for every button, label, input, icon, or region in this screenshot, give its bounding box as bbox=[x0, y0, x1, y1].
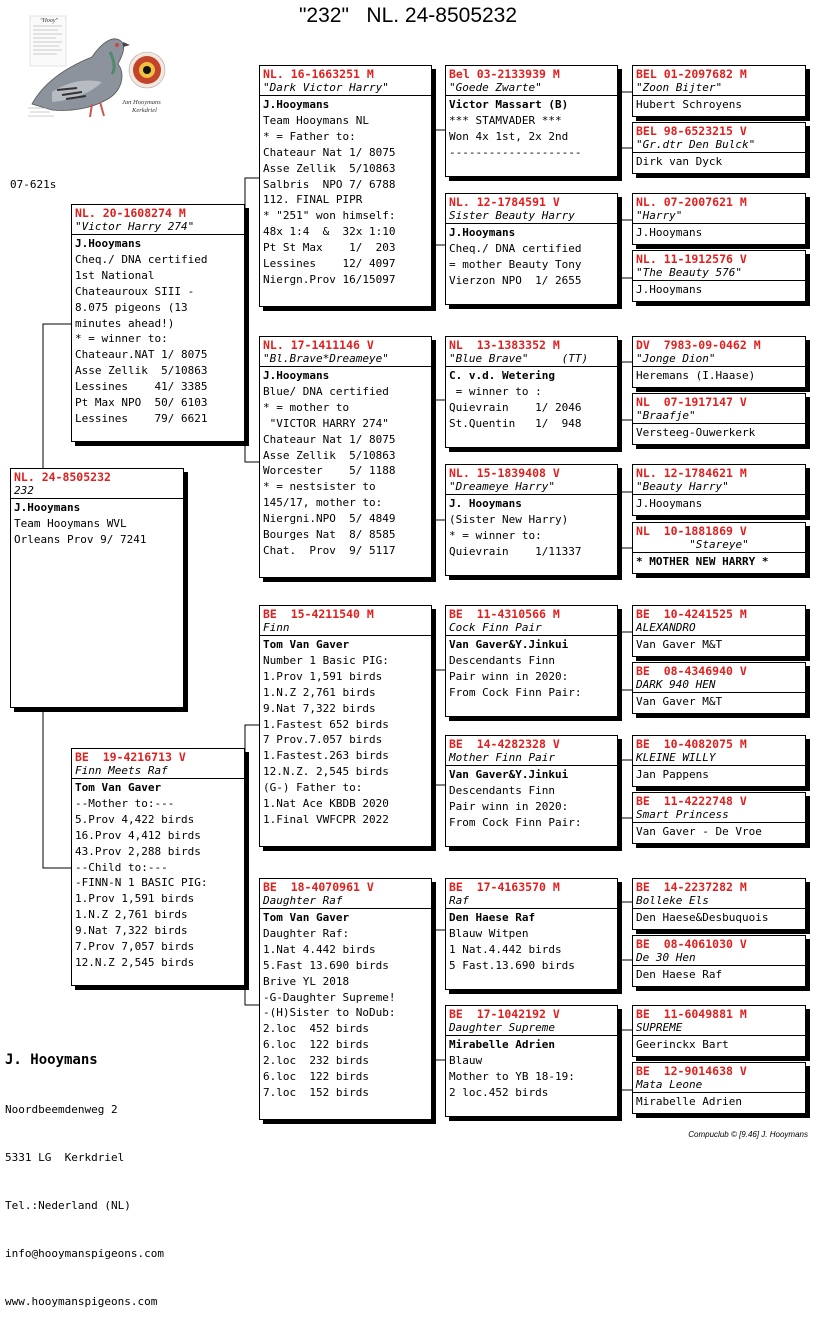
detail-line: 8.075 pigeons (13 bbox=[75, 300, 188, 314]
owner-line: 5331 LG Kerkdriel bbox=[5, 1151, 125, 1164]
pigeon-details bbox=[633, 909, 805, 927]
detail-line: 5.Prov 4,422 birds bbox=[75, 812, 195, 826]
ancestor-card bbox=[632, 735, 806, 787]
ancestor-card bbox=[445, 605, 618, 717]
detail-line: Salbris NPO 7/ 6788 bbox=[263, 177, 396, 191]
detail-line: * = mother to bbox=[263, 400, 350, 414]
pigeon-details bbox=[446, 96, 617, 162]
pigeon-name: "Gr.dtr Den Bulck" bbox=[633, 138, 805, 153]
pigeon-details bbox=[260, 909, 431, 1102]
pigeon-details bbox=[633, 766, 805, 784]
detail-line: Brive YL 2018 bbox=[263, 974, 350, 988]
detail-line: J.Hooymans bbox=[636, 226, 703, 239]
ancestor-card bbox=[632, 336, 806, 388]
pigeon-details bbox=[633, 153, 805, 171]
detail-line: 43.Prov 2,288 birds bbox=[75, 844, 201, 858]
detail-line: = mother Beauty Tony bbox=[449, 257, 582, 271]
detail-line: 1.N.Z 2,761 birds bbox=[75, 908, 188, 922]
ring-number: DV 7983-09-0462 M bbox=[636, 338, 761, 352]
detail-line: Team Hooymans NL bbox=[263, 113, 369, 127]
detail-line: Won 4x 1st, 2x 2nd bbox=[449, 129, 569, 143]
detail-line: 16.Prov 4,412 birds bbox=[75, 828, 201, 842]
pigeon-name: "Stareye" bbox=[633, 538, 805, 553]
detail-line: 145/17, mother to: bbox=[263, 496, 383, 510]
pigeon-name: "Goede Zwarte" bbox=[446, 81, 617, 96]
ancestor-card bbox=[445, 193, 618, 305]
pigeon-name: Mata Leone bbox=[633, 1078, 805, 1093]
ancestor-card bbox=[259, 336, 432, 578]
detail-line: 1.Nat Ace KBDB 2020 bbox=[263, 797, 389, 811]
detail-line: Pair winn in 2020: bbox=[449, 669, 569, 683]
owner-email: info@hooymanspigeons.com bbox=[5, 1247, 164, 1260]
detail-line: Van Gaver M&T bbox=[636, 695, 723, 708]
owner-name: Tom Van Gaver bbox=[75, 781, 162, 794]
detail-line: Versteeg-Ouwerkerk bbox=[636, 426, 756, 439]
detail-line: Daughter Raf: bbox=[263, 926, 350, 940]
pigeon-name: KLEINE WILLY bbox=[633, 751, 805, 766]
pigeon-name: Bolleke Els bbox=[633, 894, 805, 909]
detail-line: Van Gaver&Y.Jinkui bbox=[449, 638, 569, 651]
ring-number: BE 12-9014638 V bbox=[636, 1064, 747, 1078]
pigeon-name: Raf bbox=[446, 894, 617, 909]
detail-line: Den Haese&Desbuquois bbox=[636, 911, 769, 924]
detail-line: Asse Zellik 5/10863 bbox=[263, 161, 396, 175]
pigeon-name: "Beauty Harry" bbox=[633, 480, 805, 495]
detail-line: 1.Final VWFCPR 2022 bbox=[263, 812, 389, 826]
detail-line: 5.Fast 13.690 birds bbox=[263, 958, 389, 972]
detail-line: Descendants Finn bbox=[449, 653, 555, 667]
pigeon-details bbox=[633, 424, 805, 442]
detail-line: * "251" won himself: bbox=[263, 209, 396, 223]
ring-number: BEL 01-2097682 M bbox=[636, 67, 747, 81]
ancestor-card bbox=[259, 65, 432, 307]
detail-line: 1st National bbox=[75, 268, 155, 282]
detail-line: Mirabelle Adrien bbox=[636, 1095, 742, 1108]
logo-caption-right-1: Jan Hooymans bbox=[122, 99, 161, 106]
detail-line: J.Hooymans bbox=[636, 283, 703, 296]
pigeon-name: Sister Beauty Harry bbox=[446, 209, 617, 224]
detail-line: Pair winn in 2020: bbox=[449, 799, 569, 813]
pigeon-details bbox=[260, 96, 431, 289]
pigeon-details bbox=[633, 1093, 805, 1111]
logo-caption-top: "Hooy" bbox=[40, 18, 59, 24]
pigeon-details bbox=[633, 966, 805, 984]
ring-number: NL 10-1881869 V bbox=[636, 524, 747, 538]
detail-line: Tom Van Gaver bbox=[263, 911, 350, 924]
detail-line: Pt Max NPO 50/ 6103 bbox=[75, 396, 208, 410]
owner-line: Tel.:Nederland (NL) bbox=[5, 1199, 131, 1212]
owner-name: J. Hooymans bbox=[5, 1052, 98, 1068]
pigeon-details bbox=[633, 281, 805, 299]
ancestor-card bbox=[445, 464, 618, 576]
detail-line: * = winner to: bbox=[449, 528, 542, 542]
ring-number: BE 18-4070961 V bbox=[263, 880, 374, 894]
pigeon-name: "Bl.Brave*Dreameye" bbox=[260, 352, 431, 367]
detail-line: Chateaur Nat 1/ 8075 bbox=[263, 145, 396, 159]
detail-line: 1.Fastest 652 birds bbox=[263, 717, 389, 731]
detail-line: --Child to:--- bbox=[75, 860, 168, 874]
ring-number: NL. 16-1663251 M bbox=[263, 67, 374, 81]
detail-line: Van Gaver - De Vroe bbox=[636, 825, 762, 838]
detail-line: 6.loc 122 birds bbox=[263, 1038, 369, 1052]
detail-line: 1 Nat.4.442 birds bbox=[449, 942, 562, 956]
ancestor-card bbox=[632, 250, 806, 302]
detail-line: Chateaur.NAT 1/ 8075 bbox=[75, 348, 208, 362]
pigeon-name: "Blue Brave" (TT) bbox=[446, 352, 617, 367]
ring-number: BE 14-4282328 V bbox=[449, 737, 560, 751]
detail-line: Lessines 41/ 3385 bbox=[75, 380, 208, 394]
pigeon-details bbox=[633, 224, 805, 242]
subject-details bbox=[11, 499, 183, 549]
detail-line: 2 loc.452 birds bbox=[449, 1085, 549, 1099]
owner-line: Noordbeemdenweg 2 bbox=[5, 1103, 118, 1116]
sire-name: "Victor Harry 274" bbox=[72, 220, 244, 235]
detail-line: 112. FINAL PIPR bbox=[263, 193, 363, 207]
sire-ring: NL. 20-1608274 M bbox=[75, 206, 186, 220]
owner-website: www.hooymanspigeons.com bbox=[5, 1295, 158, 1308]
detail-line: J.Hooymans bbox=[263, 369, 330, 382]
ring-number: BE 15-4211540 M bbox=[263, 607, 374, 621]
sire-details bbox=[72, 235, 244, 428]
detail-line: 5 Fast.13.690 birds bbox=[449, 958, 575, 972]
ring-number: NL. 07-2007621 M bbox=[636, 195, 747, 209]
ancestor-card bbox=[632, 878, 806, 930]
owner-name: J.Hooymans bbox=[14, 501, 81, 514]
pigeon-details bbox=[446, 495, 617, 561]
pigeon-name: SUPREME bbox=[633, 1021, 805, 1036]
detail-line: -(H)Sister to NoDub: bbox=[263, 1006, 396, 1020]
ring-number: NL. 17-1411146 V bbox=[263, 338, 374, 352]
pigeon-name: Daughter Raf bbox=[260, 894, 431, 909]
pigeon-name: "Dreameye Harry" bbox=[446, 480, 617, 495]
pigeon-details bbox=[446, 367, 617, 433]
ancestor-card bbox=[632, 393, 806, 445]
ring-number: BE 11-4222748 V bbox=[636, 794, 747, 808]
detail-line: -FINN-N 1 BASIC PIG: bbox=[75, 876, 208, 890]
pigeon-details bbox=[633, 693, 805, 711]
ring-number: BE 10-4241525 M bbox=[636, 607, 747, 621]
ancestor-card bbox=[445, 65, 618, 177]
detail-line: Lessines 12/ 4097 bbox=[263, 257, 396, 271]
detail-line: Mirabelle Adrien bbox=[449, 1038, 555, 1051]
ring-number: Bel 03-2133939 M bbox=[449, 67, 560, 81]
detail-line: 7.loc 152 birds bbox=[263, 1085, 369, 1099]
title-ring: NL. 24-8505232 bbox=[366, 4, 518, 27]
ring-number: NL. 12-1784591 V bbox=[449, 195, 560, 209]
ancestor-card bbox=[445, 878, 618, 990]
detail-line: Niergn.Prov 16/15097 bbox=[263, 272, 396, 286]
dam-ring: BE 19-4216713 V bbox=[75, 750, 186, 764]
owner-name: J.Hooymans bbox=[75, 237, 142, 250]
ring-number: BE 17-4163570 M bbox=[449, 880, 560, 894]
detail-line: Quievrain 1/ 2046 bbox=[449, 400, 582, 414]
dam-details bbox=[72, 779, 244, 972]
detail-line: Worcester 5/ 1188 bbox=[263, 464, 396, 478]
detail-line: (Sister New Harry) bbox=[449, 512, 569, 526]
detail-line: Chat. Prov 9/ 5117 bbox=[263, 543, 396, 557]
detail-line: J.Hooymans bbox=[263, 98, 330, 111]
ancestor-card bbox=[632, 122, 806, 174]
ancestor-card bbox=[632, 464, 806, 516]
ancestor-card bbox=[445, 735, 618, 847]
ring-number: BE 14-2237282 M bbox=[636, 880, 747, 894]
dam-name: Finn Meets Raf bbox=[72, 764, 244, 779]
detail-line: Blue/ DNA certified bbox=[263, 384, 389, 398]
detail-line: Cheq./ DNA certified bbox=[449, 241, 582, 255]
detail-line: Den Haese Raf bbox=[636, 968, 723, 981]
ancestor-card bbox=[632, 65, 806, 117]
detail-line: Descendants Finn bbox=[449, 783, 555, 797]
detail-line: = winner to : bbox=[449, 384, 542, 398]
detail-line: Cheq./ DNA certified bbox=[75, 252, 208, 266]
sire-card bbox=[71, 204, 245, 442]
pigeon-name: "The Beauty 576" bbox=[633, 266, 805, 281]
pigeon-details bbox=[633, 495, 805, 513]
detail-line: 1.Nat 4.442 birds bbox=[263, 942, 376, 956]
detail-line: 7 Prov.7.057 birds bbox=[263, 733, 383, 747]
detail-line: J. Hooymans bbox=[449, 497, 522, 510]
detail-line: From Cock Finn Pair: bbox=[449, 815, 582, 829]
detail-line: -------------------- bbox=[449, 145, 582, 159]
subject-card bbox=[10, 468, 184, 708]
pedigree-code: 07-621s bbox=[10, 178, 57, 191]
detail-line: Van Gaver&Y.Jinkui bbox=[449, 768, 569, 781]
ancestor-card bbox=[632, 1005, 806, 1057]
pigeon-name: De 30 Hen bbox=[633, 951, 805, 966]
detail-line: -G-Daughter Supreme! bbox=[263, 990, 396, 1004]
detail-line: 48x 1:4 & 32x 1:10 bbox=[263, 225, 396, 239]
pigeon-name: DARK 940 HEN bbox=[633, 678, 805, 693]
detail-line: 1.Fastest.263 birds bbox=[263, 749, 389, 763]
pigeon-details bbox=[633, 367, 805, 385]
subject-name: 232 bbox=[11, 484, 183, 499]
detail-line: Chateauroux SIII - bbox=[75, 284, 195, 298]
pigeon-name: "Harry" bbox=[633, 209, 805, 224]
pigeon-details bbox=[446, 1036, 617, 1102]
detail-line: 12.N.Z. 2,545 birds bbox=[263, 765, 389, 779]
detail-line: --Mother to:--- bbox=[75, 796, 175, 810]
ancestor-card bbox=[632, 522, 806, 574]
pigeon-details bbox=[260, 367, 431, 560]
detail-line: Chateaur Nat 1/ 8075 bbox=[263, 432, 396, 446]
detail-line: Victor Massart (B) bbox=[449, 98, 569, 111]
detail-line: (G-) Father to: bbox=[263, 781, 363, 795]
dam-card bbox=[71, 748, 245, 986]
detail-line: Tom Van Gaver bbox=[263, 638, 350, 651]
detail-line: 1.Prov 1,591 birds bbox=[75, 892, 195, 906]
ancestor-card bbox=[445, 336, 618, 448]
detail-line: 6.loc 122 birds bbox=[263, 1070, 369, 1084]
pigeon-name: ALEXANDRO bbox=[633, 621, 805, 636]
ring-number: NL 07-1917147 V bbox=[636, 395, 747, 409]
ancestor-card bbox=[259, 878, 432, 1120]
detail-line: Jan Pappens bbox=[636, 768, 709, 781]
detail-line: Orleans Prov 9/ 7241 bbox=[14, 532, 147, 546]
detail-line: 9.Nat 7,322 birds bbox=[75, 924, 188, 938]
pigeon-details bbox=[633, 823, 805, 841]
detail-line: 7.Prov 7,057 birds bbox=[75, 940, 195, 954]
detail-line: St.Quentin 1/ 948 bbox=[449, 416, 582, 430]
ring-number: NL. 11-1912576 V bbox=[636, 252, 747, 266]
detail-line: Geerinckx Bart bbox=[636, 1038, 729, 1051]
ancestor-card bbox=[259, 605, 432, 847]
detail-line: J.Hooymans bbox=[449, 226, 516, 239]
pigeon-details bbox=[633, 1036, 805, 1054]
detail-line: 12.N.Z 2,545 birds bbox=[75, 955, 195, 969]
pigeon-name: Mother Finn Pair bbox=[446, 751, 617, 766]
detail-line: From Cock Finn Pair: bbox=[449, 685, 582, 699]
pigeon-details bbox=[446, 909, 617, 975]
detail-line: Lessines 79/ 6621 bbox=[75, 411, 208, 425]
pigeon-details bbox=[633, 636, 805, 654]
pigeon-details bbox=[260, 636, 431, 829]
pigeon-name: "Jonge Dion" bbox=[633, 352, 805, 367]
footer-credit: Compuclub © [9.46] J. Hooymans bbox=[688, 1130, 808, 1139]
logo-caption-right-2: Kerkdriel bbox=[132, 107, 157, 114]
detail-line: Hubert Schroyens bbox=[636, 98, 742, 111]
pigeon-name: Smart Princess bbox=[633, 808, 805, 823]
detail-line: Bourges Nat 8/ 8585 bbox=[263, 528, 396, 542]
detail-line: Van Gaver M&T bbox=[636, 638, 723, 651]
ring-number: BE 08-4346940 V bbox=[636, 664, 747, 678]
detail-line: Blauw bbox=[449, 1053, 483, 1067]
pigeon-name: "Zoon Bijter" bbox=[633, 81, 805, 96]
pigeon-details bbox=[446, 636, 617, 702]
detail-line: Asse Zellik 5/10863 bbox=[263, 448, 396, 462]
detail-line: C. v.d. Wetering bbox=[449, 369, 555, 382]
detail-line: Mother to YB 18-19: bbox=[449, 1069, 575, 1083]
ring-number: NL 13-1383352 M bbox=[449, 338, 560, 352]
pigeon-name: "Braafje" bbox=[633, 409, 805, 424]
detail-line: 1.N.Z 2,761 birds bbox=[263, 685, 376, 699]
ring-number: BEL 98-6523215 V bbox=[636, 124, 747, 138]
detail-line: 2.loc 232 birds bbox=[263, 1054, 369, 1068]
detail-line: Pt St Max 1/ 203 bbox=[263, 241, 396, 255]
detail-line: * = winner to: bbox=[75, 332, 168, 346]
detail-line: Heremans (I.Haase) bbox=[636, 369, 756, 382]
pigeon-name: Finn bbox=[260, 621, 431, 636]
ring-number: NL. 15-1839408 V bbox=[449, 466, 560, 480]
ancestor-card bbox=[632, 1062, 806, 1114]
ancestor-card bbox=[632, 605, 806, 657]
detail-line: *** STAMVADER *** bbox=[449, 113, 562, 127]
ancestor-card bbox=[632, 662, 806, 714]
detail-line: * = Father to: bbox=[263, 129, 356, 143]
pigeon-name: "Dark Victor Harry" bbox=[260, 81, 431, 96]
pigeon-details bbox=[633, 553, 805, 571]
detail-line: 2.loc 452 birds bbox=[263, 1022, 369, 1036]
detail-line: * MOTHER NEW HARRY * bbox=[636, 555, 769, 568]
ring-number: BE 11-4310566 M bbox=[449, 607, 560, 621]
title-nickname: "232" bbox=[298, 4, 349, 27]
detail-line: Team Hooymans WVL bbox=[14, 516, 127, 530]
detail-line: Den Haese Raf bbox=[449, 911, 536, 924]
detail-line: Vierzon NPO 1/ 2655 bbox=[449, 273, 582, 287]
detail-line: Dirk van Dyck bbox=[636, 155, 723, 168]
detail-line: 1.Prov 1,591 birds bbox=[263, 669, 383, 683]
detail-line: * = nestsister to bbox=[263, 480, 376, 494]
detail-line: minutes ahead!) bbox=[75, 316, 175, 330]
ring-number: BE 17-1042192 V bbox=[449, 1007, 560, 1021]
pigeon-details bbox=[633, 96, 805, 114]
subject-ring: NL. 24-8505232 bbox=[14, 470, 111, 484]
detail-line: Number 1 Basic PIG: bbox=[263, 653, 389, 667]
ring-number: BE 08-4061030 V bbox=[636, 937, 747, 951]
ring-number: NL. 12-1784621 M bbox=[636, 466, 747, 480]
ancestor-card bbox=[632, 935, 806, 987]
pigeon-details bbox=[446, 224, 617, 290]
owner-address bbox=[5, 1018, 164, 1326]
detail-line: Blauw Witpen bbox=[449, 926, 529, 940]
ring-number: BE 10-4082075 M bbox=[636, 737, 747, 751]
pigeon-name: Cock Finn Pair bbox=[446, 621, 617, 636]
ring-number: BE 11-6049881 M bbox=[636, 1007, 747, 1021]
detail-line: "VICTOR HARRY 274" bbox=[263, 416, 389, 430]
ancestor-card bbox=[632, 792, 806, 844]
detail-line: 9.Nat 7,322 birds bbox=[263, 701, 376, 715]
pigeon-name: Daughter Supreme bbox=[446, 1021, 617, 1036]
ancestor-card bbox=[632, 193, 806, 245]
detail-line: Quievrain 1/11337 bbox=[449, 544, 582, 558]
pigeon-details bbox=[446, 766, 617, 832]
detail-line: Niergni.NPO 5/ 4849 bbox=[263, 512, 396, 526]
detail-line: J.Hooymans bbox=[636, 497, 703, 510]
detail-line: Asse Zellik 5/10863 bbox=[75, 364, 208, 378]
ancestor-card bbox=[445, 1005, 618, 1117]
